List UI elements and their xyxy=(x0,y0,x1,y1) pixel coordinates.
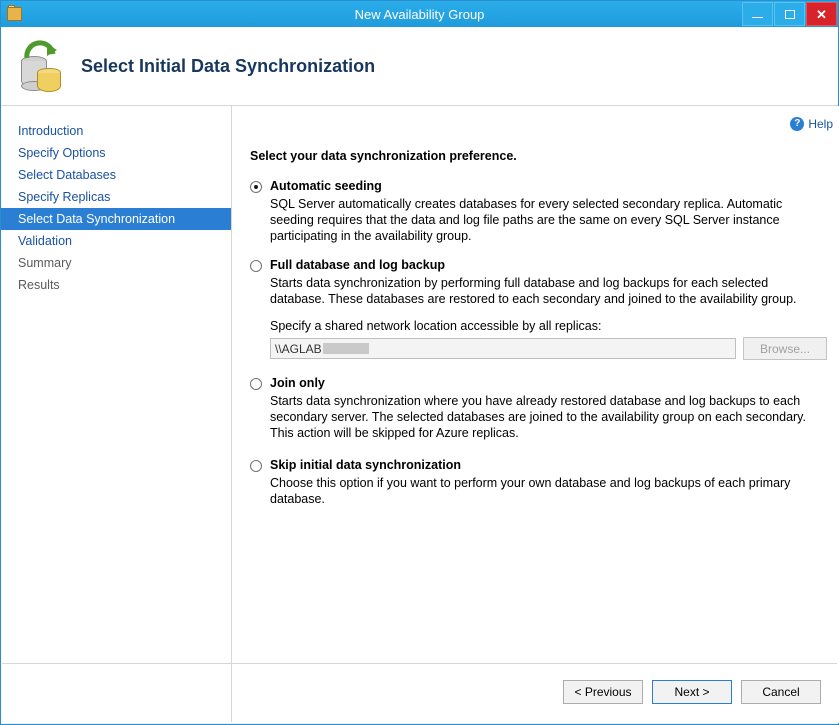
option-label-join-only: Join only xyxy=(270,376,325,390)
next-button[interactable]: Next > xyxy=(652,680,732,704)
shared-location-input[interactable] xyxy=(270,338,736,359)
minimize-button[interactable] xyxy=(742,2,773,26)
instruction-text: Select your data synchronization preference. xyxy=(250,149,517,163)
wizard-body xyxy=(1,106,838,723)
option-description-automatic-seeding: SQL Server automatically creates databases for every selected secondary replica. Automatic seeding requires that the data and log file paths are the same on every SQL Server instance participating in the availability group. xyxy=(270,197,783,243)
option-label-full-database-and-log-backup: Full database and log backup xyxy=(270,258,446,272)
close-icon: ✕ xyxy=(816,6,827,22)
sidebar-item-select-data-synchronization[interactable]: Select Data Synchronization xyxy=(1,208,231,230)
option-description-skip-initial-data-synchronization: Choose this option if you want to perform your own database and log backups of each primary database. xyxy=(270,476,791,506)
wizard-steps-sidebar xyxy=(1,106,232,723)
window-title: New Availability Group xyxy=(354,6,485,22)
help-icon: ? xyxy=(790,117,804,131)
radio-automatic-seeding[interactable] xyxy=(250,181,262,193)
sidebar-item-validation[interactable]: Validation xyxy=(18,234,72,248)
wizard-footer xyxy=(2,663,837,723)
window-controls xyxy=(742,1,838,27)
option-label-automatic-seeding: Automatic seeding xyxy=(270,179,382,193)
option-join-only[interactable] xyxy=(250,376,827,441)
option-description-join-only: Starts data synchronization where you have already restored database and log backups to each secondary server. The selected databases are joined to the availability group on each secondary. This action will be skipped for Azure replicas. xyxy=(270,394,806,440)
help-link[interactable] xyxy=(790,117,833,131)
maximize-icon xyxy=(785,10,795,19)
sidebar-item-introduction[interactable]: Introduction xyxy=(18,124,84,138)
sidebar-item-specify-options[interactable]: Specify Options xyxy=(18,146,106,160)
previous-button[interactable]: < Previous xyxy=(563,680,643,704)
page-title: Select Initial Data Synchronization xyxy=(81,55,376,76)
close-button[interactable] xyxy=(806,2,837,26)
sidebar-item-specify-replicas[interactable]: Specify Replicas xyxy=(18,190,111,204)
cancel-button[interactable]: Cancel xyxy=(741,680,821,704)
content-panel xyxy=(232,106,839,723)
option-full-database-and-log-backup[interactable] xyxy=(250,258,827,360)
shared-location-label: Specify a shared network location accessible by all replicas: xyxy=(270,319,602,333)
data-sync-icon xyxy=(15,40,67,92)
sidebar-item-summary: Summary xyxy=(18,256,72,270)
sidebar-item-select-databases[interactable]: Select Databases xyxy=(18,168,116,182)
option-label-skip-initial-data-synchronization: Skip initial data synchronization xyxy=(270,458,462,472)
option-skip-initial-data-synchronization[interactable] xyxy=(250,458,827,507)
refresh-arrow-icon xyxy=(23,40,59,62)
radio-join-only[interactable] xyxy=(250,378,262,390)
sidebar-item-results: Results xyxy=(18,278,60,292)
minimize-icon xyxy=(752,17,763,18)
radio-full-database-and-log-backup[interactable] xyxy=(250,260,262,272)
shared-location-value: \\AGLAB xyxy=(275,341,322,356)
redaction-block xyxy=(323,343,369,354)
title-bar xyxy=(1,1,838,27)
help-label: Help xyxy=(808,117,833,131)
wizard-window-icon xyxy=(6,5,24,23)
maximize-button[interactable] xyxy=(774,2,805,26)
page-header xyxy=(1,27,838,106)
browse-button[interactable]: Browse... xyxy=(743,337,827,360)
option-description-full-database-and-log-backup: Starts data synchronization by performing full database and log backups for each selected database. These databases are restored to each secondary and joined to the availability group. xyxy=(270,276,797,306)
radio-skip-initial-data-synchronization[interactable] xyxy=(250,460,262,472)
option-automatic-seeding[interactable] xyxy=(250,179,827,244)
